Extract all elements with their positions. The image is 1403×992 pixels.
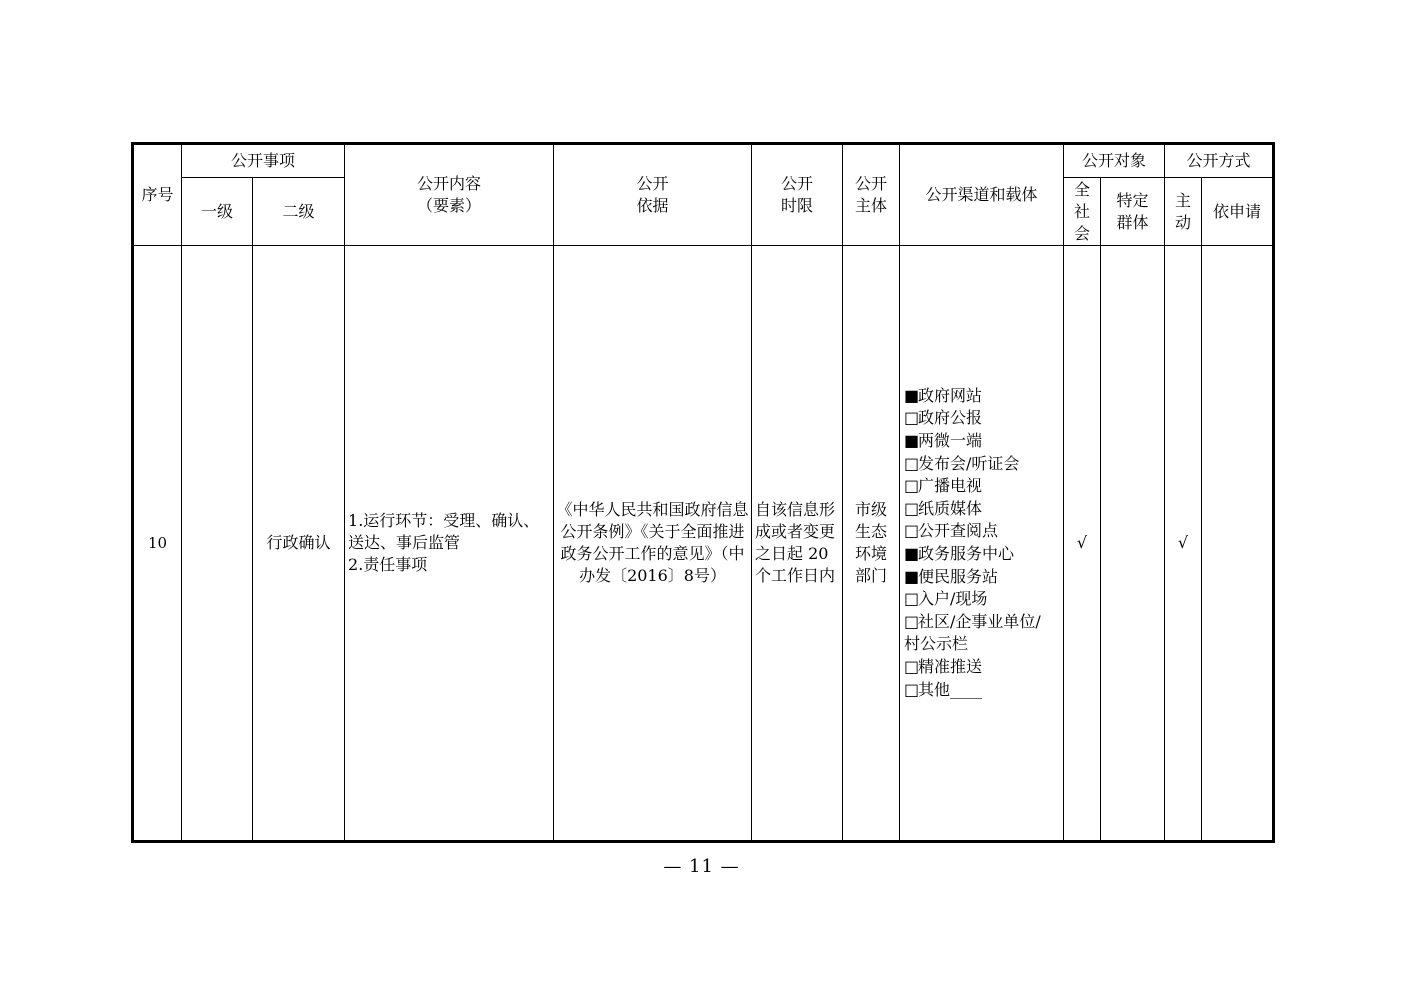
header-item-group: 公开事项 [182,144,345,178]
row-basis: 《中华人民共和国政府信息公开条例》《关于全面推进政务公开工作的意见》（中办发〔2016〕8号） [554,246,752,842]
channel-item [904,611,1063,634]
row-level2: 行政确认 [253,246,345,842]
channel-label: 精准推送 [918,656,983,676]
header-seq: 序号 [133,144,182,246]
header-audience-all: 全 社 会 [1064,178,1101,246]
disclosure-table [131,142,1275,843]
channel-item [904,679,1063,702]
unchecked-box-icon: □ [904,476,920,496]
channel-item [904,453,1063,476]
channel-label: 社区/企事业单位/ [918,611,1041,631]
row-method-active: √ [1165,246,1202,842]
header-basis: 公开 依据 [554,144,752,246]
header-time-limit: 公开 时限 [752,144,843,246]
checked-box-icon: ■ [904,385,920,405]
channel-label: 其他____ [918,679,983,699]
header-level1: 一级 [182,178,253,246]
channel-label: 两微一端 [918,431,983,451]
table-row [133,246,1274,842]
channel-item [904,543,1063,566]
channel-label: 政府公报 [918,408,983,428]
row-audience-specific [1101,246,1165,842]
checked-box-icon: ■ [904,544,920,563]
checked-box-icon: ■ [904,431,920,451]
header-method-active: 主 动 [1165,178,1202,246]
unchecked-box-icon: □ [904,611,920,631]
header-audience-group: 公开对象 [1064,144,1165,178]
channel-item [904,588,1063,611]
channel-item [904,385,1063,408]
channel-label: 发布会/听证会 [918,453,1020,473]
channel-list [904,385,1063,701]
unchecked-box-icon: □ [904,521,920,541]
header-channels: 公开渠道和载体 [900,144,1064,246]
channel-label: 村公示栏 [904,634,969,654]
channel-label: 公开查阅点 [918,521,999,541]
channel-label: 入户/现场 [918,589,988,609]
header-audience-specific: 特定 群体 [1101,178,1165,246]
channel-label: 政府网站 [918,385,983,405]
header-method-group: 公开方式 [1165,144,1274,178]
channel-item [904,498,1063,521]
unchecked-box-icon: □ [904,679,920,699]
unchecked-box-icon: □ [904,453,920,473]
row-method-request [1202,246,1274,842]
unchecked-box-icon: □ [904,589,920,609]
header-level2: 二级 [253,178,345,246]
channel-label: 纸质媒体 [918,498,983,518]
row-subject: 市级 生态 环境 部门 [843,246,900,842]
channel-label: 政务服务中心 [918,544,1015,563]
channel-item [904,633,1063,656]
channel-item [904,430,1063,453]
unchecked-box-icon: □ [904,408,920,428]
page-number: — 11 — [663,856,740,877]
row-seq: 10 [133,246,182,842]
row-time-limit: 自该信息形成或者变更之日起 20 个工作日内 [752,246,843,842]
row-level1 [182,246,253,842]
unchecked-box-icon: □ [904,498,920,518]
checked-box-icon: ■ [904,566,920,586]
row-channels [900,246,1064,842]
channel-item [904,475,1063,498]
channel-item [904,520,1063,543]
header-content: 公开内容 （要素） [345,144,554,246]
row-audience-all: √ [1064,246,1101,842]
channel-label: 广播电视 [918,476,983,496]
header-method-request: 依申请 [1202,178,1274,246]
unchecked-box-icon: □ [904,656,920,676]
channel-label: 便民服务站 [918,566,999,586]
row-content: 1.运行环节：受理、确认、送达、事后监管 2.责任事项 [345,246,554,842]
channel-item [904,566,1063,589]
channel-item [904,656,1063,679]
channel-item [904,407,1063,430]
header-subject: 公开 主体 [843,144,900,246]
